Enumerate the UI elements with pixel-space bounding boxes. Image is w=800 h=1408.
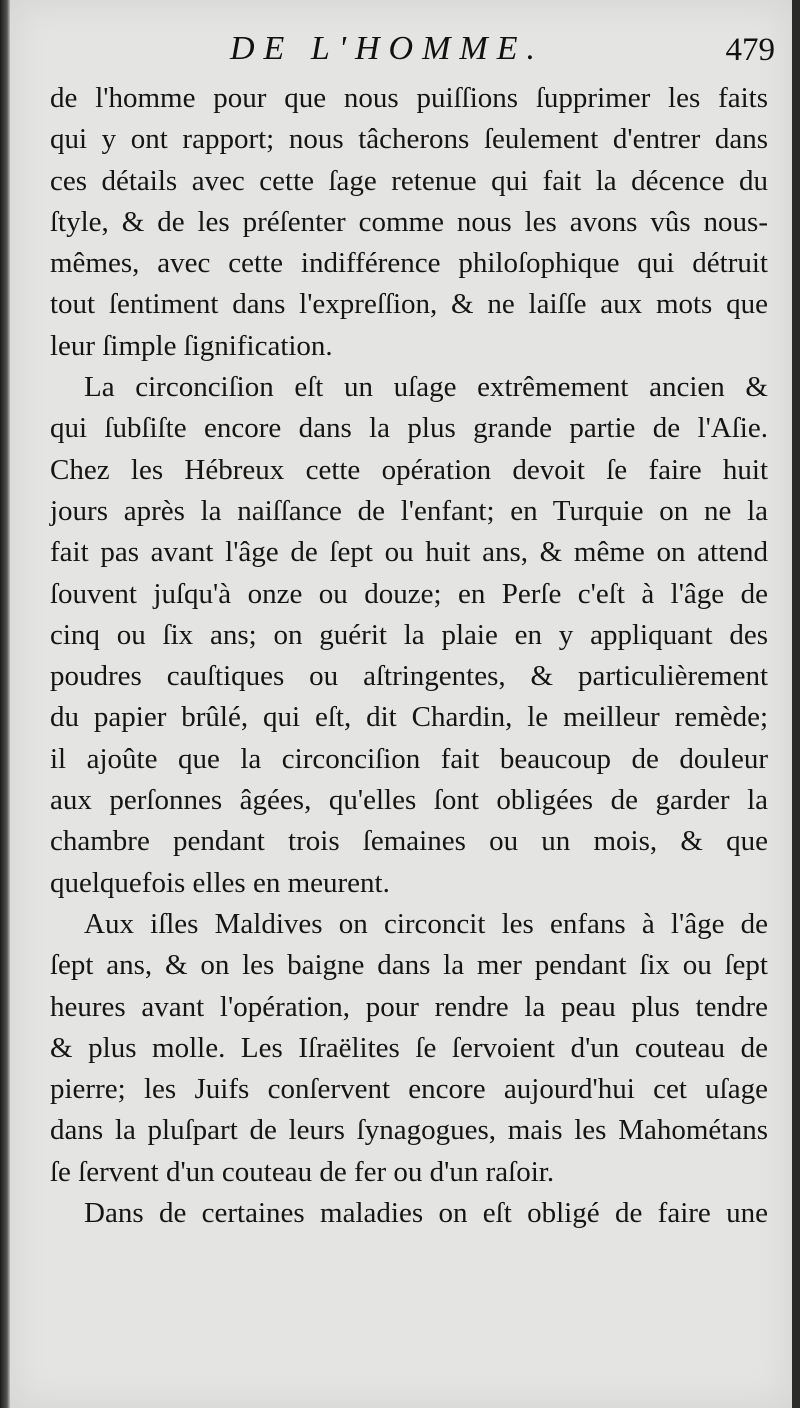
text-line: de l'homme pour que nous puiſſions ſupprimer les faits [50,82,768,114]
text-line: ſe ſervent d'un couteau de fer ou d'un raſoir. [50,1155,555,1188]
text-line: fait pas avant l'âge de ſept ou huit ans, & même on attend [50,536,768,569]
text-line: ſouvent juſqu'à onze ou douze; en Perſe c'eſt à l'âge de [50,577,768,610]
paragraph-start-line: Dans de certaines maladies on eſt obligé de faire une [84,1197,768,1230]
text-line: il ajoûte que la circonciſion fait beaucoup de douleur [50,742,768,775]
text-line: ſtyle, & de les préſenter comme nous les avons vûs nous- [50,205,768,238]
text-line: & plus molle. Les Iſraëlites ſe ſervoient d'un couteau de [50,1031,768,1064]
text-line: Chez les Hébreux cette opération devoit ſe faire huit [50,453,768,486]
text-line: du papier brûlé, qui eſt, dit Chardin, le meilleur remède; [50,701,768,734]
text-line: jours après la naiſſance de l'enfant; en Turquie on ne la [50,494,768,527]
text-line: poudres cauſtiques ou aſtringentes, & particulièrement [50,660,768,693]
text-line: qui y ont rapport; nous tâcherons ſeulement d'entrer dans [50,123,768,156]
running-head: DE L'HOMME. [230,30,545,67]
page-header [40,28,775,78]
text-line: qui ſubſiſte encore dans la plus grande partie de l'Aſie. [50,412,768,445]
body-text [50,78,768,1234]
paragraph-start-line: La circonciſion eſt un uſage extrêmement ancien & [84,371,768,404]
text-line: heures avant l'opération, pour rendre la peau plus tendre [50,990,768,1023]
text-line: cinq ou ſix ans; on guérit la plaie en y appliquant des [50,618,768,651]
text-line: pierre; les Juifs conſervent encore aujourd'hui cet uſage [50,1073,768,1106]
text-line: ces détails avec cette ſage retenue qui fait la décence du [50,164,768,197]
text-line: leur ſimple ſignification. [50,329,333,362]
book-page [10,0,792,1408]
text-line: ſept ans, & on les baigne dans la mer pendant ſix ou ſept [50,949,768,982]
page-number: 479 [725,32,775,68]
book-gutter-shadow [0,0,10,1408]
text-line: dans la pluſpart de leurs ſynagogues, mais les Mahométans [50,1114,768,1147]
text-line: mêmes, avec cette indifférence philoſophique qui détruit [50,247,768,280]
text-line: chambre pendant trois ſemaines ou un mois, & que [50,825,768,858]
text-line: tout ſentiment dans l'expreſſion, & ne laiſſe aux mots que [50,288,768,321]
text-line: aux perſonnes âgées, qu'elles ſont obligées de garder la [50,784,768,817]
text-line: quelquefois elles en meurent. [50,866,390,899]
paragraph-start-line: Aux iſles Maldives on circoncit les enfans à l'âge de [84,907,768,940]
